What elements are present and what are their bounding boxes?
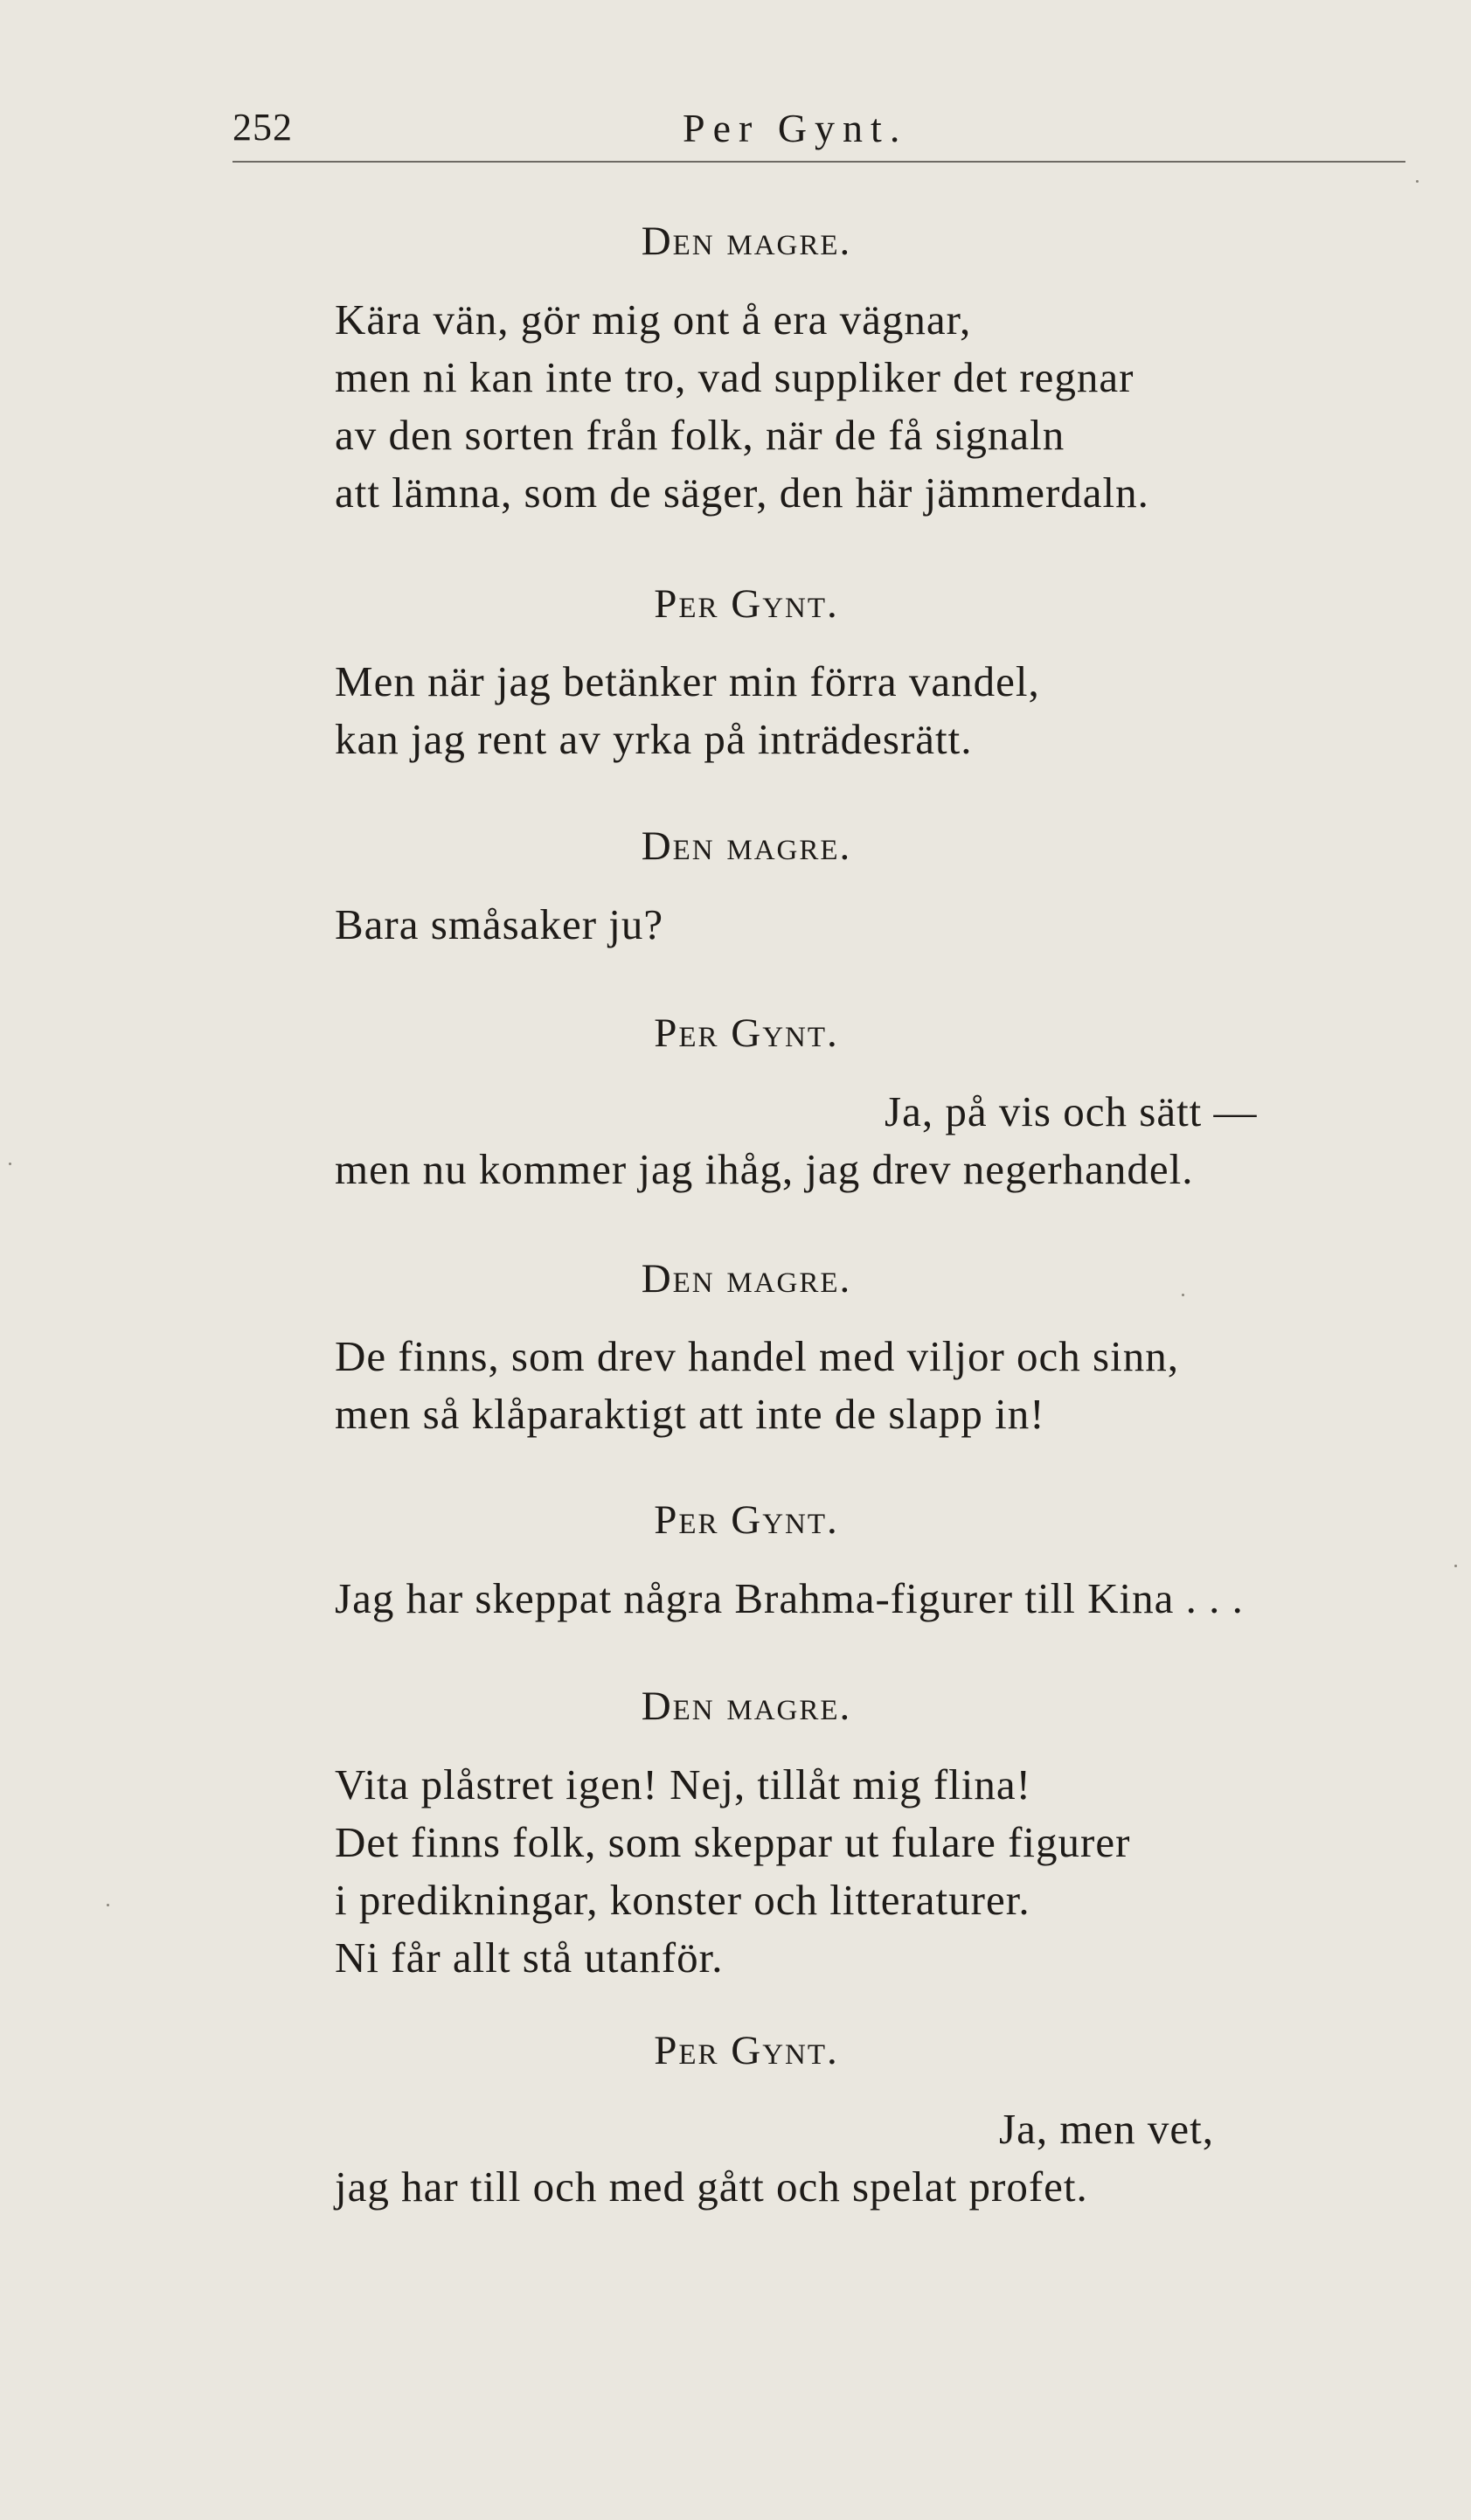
- verse-line: Kära vän, gör mig ont å era vägnar,: [335, 295, 972, 344]
- paper-speck: [9, 1163, 11, 1165]
- speaker-name: Per Gynt.: [654, 1497, 839, 1543]
- paper-speck: [107, 1904, 109, 1906]
- verse-line: men nu kommer jag ihåg, jag drev negerhandel.: [335, 1145, 1194, 1193]
- verse-line: i predikningar, konster och litteraturer.: [335, 1876, 1030, 1924]
- verse-line: kan jag rent av yrka på inträdesrätt.: [335, 715, 973, 763]
- page-number: 252: [232, 106, 293, 149]
- speaker-name: Per Gynt.: [654, 1010, 839, 1056]
- verse-line: Det finns folk, som skeppar ut fulare figurer: [335, 1818, 1131, 1866]
- paper-speck: [1454, 1565, 1457, 1567]
- verse-line: Ja, på vis och sätt —: [885, 1087, 1258, 1135]
- speaker-heading: [0, 1256, 1471, 1302]
- verse-line: men ni kan inte tro, vad suppliker det regnar: [335, 353, 1134, 401]
- speaker-heading: [0, 581, 1471, 627]
- running-title: Per Gynt.: [683, 106, 908, 150]
- header-rule: [232, 161, 1405, 163]
- speaker-heading: [0, 1010, 1471, 1056]
- speaker-heading: [0, 1497, 1471, 1543]
- verse-line: jag har till och med gått och spelat profet.: [335, 2162, 1088, 2211]
- verse-line: Jag har skeppat några Brahma-figurer till Kina . . .: [335, 1574, 1244, 1622]
- speaker-name: Per Gynt.: [654, 2028, 839, 2073]
- speaker-name: Den magre.: [641, 1683, 852, 1729]
- verse-line: Vita plåstret igen! Nej, tillåt mig flina!: [335, 1760, 1031, 1808]
- speaker-heading: [0, 823, 1471, 869]
- speaker-name: Den magre.: [641, 1256, 852, 1302]
- verse-line: men så klåparaktigt att inte de slapp in!: [335, 1390, 1045, 1438]
- speaker-heading: [0, 2028, 1471, 2073]
- verse-line: Men när jag betänker min förra vandel,: [335, 657, 1040, 705]
- verse-line: att lämna, som de säger, den här jämmerdaln.: [335, 469, 1149, 517]
- verse-line: Ja, men vet,: [999, 2105, 1215, 2153]
- verse-line: Bara småsaker ju?: [335, 900, 664, 948]
- running-head: [232, 98, 1407, 161]
- speaker-name: Den magre.: [641, 823, 852, 869]
- verse-line: De finns, som drev handel med viljor och sinn,: [335, 1332, 1179, 1380]
- paper-speck: [1182, 1294, 1184, 1296]
- verse-line: av den sorten från folk, när de få signaln: [335, 411, 1065, 459]
- speaker-name: Per Gynt.: [654, 581, 839, 627]
- verse-line: Ni får allt stå utanför.: [335, 1933, 724, 1982]
- speaker-name: Den magre.: [641, 219, 852, 264]
- speaker-heading: [0, 1683, 1471, 1729]
- paper-speck: [1416, 180, 1419, 183]
- speaker-heading: [0, 219, 1471, 264]
